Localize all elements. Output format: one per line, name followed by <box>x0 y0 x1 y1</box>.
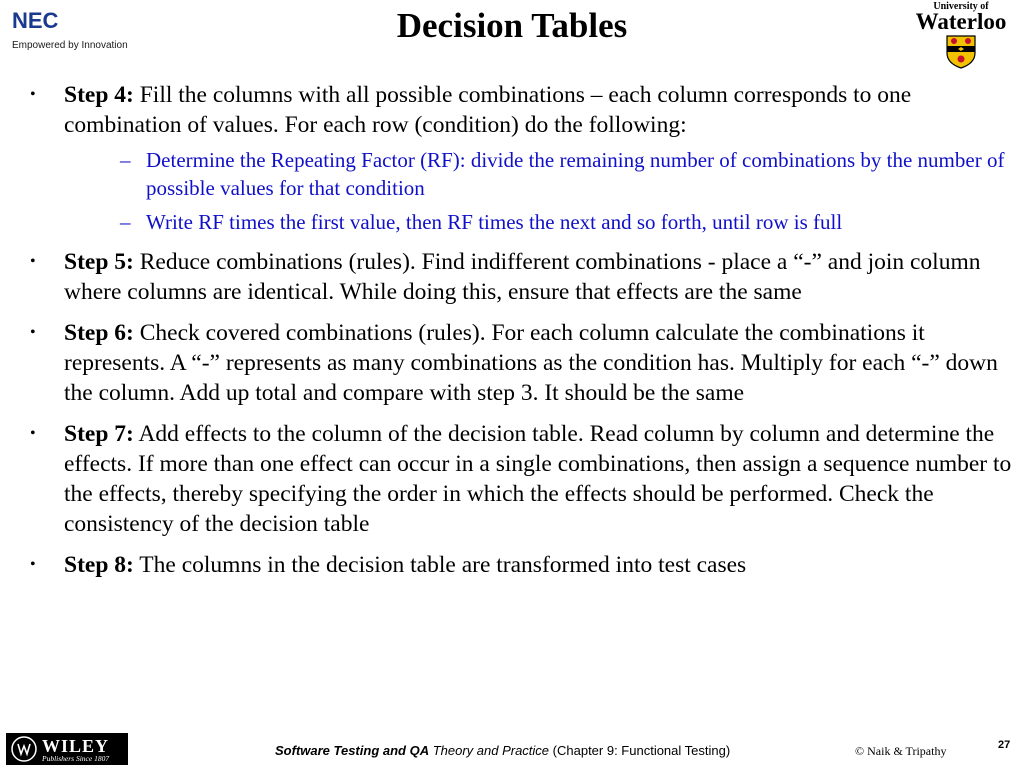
step-text: The columns in the decision table are transformed into test cases <box>133 552 747 578</box>
nec-logo-name: NEC <box>12 8 59 33</box>
waterloo-logo-small-text: University of <box>933 1 989 12</box>
sub-bullet-dash: – <box>120 210 131 234</box>
step-label: Step 6: <box>64 320 134 346</box>
sub-bullet <box>64 208 1013 236</box>
footer-book-title: Software Testing and QA <box>275 743 430 758</box>
slide-title: Decision Tables <box>396 6 628 45</box>
waterloo-crest-icon <box>946 35 976 69</box>
step-text: Reduce combinations (rules). Find indifferent combinations - place a “-” and join column where columns are identical. While doing this, ensure that effects are the same <box>64 249 981 305</box>
step-label: Step 8: <box>64 552 134 578</box>
wiley-emblem-icon <box>9 734 39 764</box>
bullet-step-8 <box>28 550 1013 580</box>
step-label: Step 4: <box>64 82 134 108</box>
wiley-logo-tagline: Publishers Since 1807 <box>42 754 110 763</box>
footer-book-info <box>275 743 730 758</box>
footer-copyright: © Naik & Tripathy <box>855 744 947 758</box>
bullet-step-5 <box>28 247 1013 307</box>
bullet-step-7 <box>28 419 1013 539</box>
slide-body <box>28 80 1013 591</box>
step-label: Step 7: <box>64 421 134 447</box>
step-text: Fill the columns with all possible combinations – each column corresponds to one combination of values. For each row (condition) do the following: <box>64 82 912 138</box>
sub-bullet-text: Determine the Repeating Factor (RF): divide the remaining number of combinations by the number of possible values for that condition <box>146 148 1005 200</box>
wiley-logo-name: WILEY <box>42 736 110 756</box>
bullet-dot: • <box>30 253 36 270</box>
wiley-logo <box>6 733 128 765</box>
bullet-dot: • <box>30 86 36 103</box>
sub-bullet <box>64 146 1013 202</box>
bullet-step-6 <box>28 318 1013 408</box>
step-text: Add effects to the column of the decision table. Read column by column and determine the effects. If more than one effect can occur in a single combinations, then assign a sequence number to the effects, thereby specifying the order in which the effects should be performed. Check the consistency of the decision table <box>64 421 1012 537</box>
sub-bullet-text: Write RF times the first value, then RF times the next and so forth, until row is full <box>146 210 843 234</box>
waterloo-logo <box>905 2 1017 69</box>
page-number: 27 <box>998 739 1011 751</box>
bullet-step-4 <box>28 80 1013 236</box>
step-text: Check covered combinations (rules). For each column calculate the combinations it represents. A “-” represents as many combinations as the condition has. Multiply for each “-” down the column. Add up total and compare with step 3. It should be the same <box>64 320 998 406</box>
bullet-dot: • <box>30 425 36 442</box>
step-label: Step 5: <box>64 249 134 275</box>
waterloo-logo-name: Waterloo <box>915 9 1007 34</box>
footer-book-subtitle: Theory and Practice <box>429 743 550 758</box>
sub-bullet-dash: – <box>120 148 131 172</box>
bullet-dot: • <box>30 324 36 341</box>
footer-chapter: (Chapter 9: Functional Testing) <box>549 743 731 758</box>
bullet-dot: • <box>30 556 36 573</box>
nec-logo-tagline: Empowered by Innovation <box>12 40 128 51</box>
